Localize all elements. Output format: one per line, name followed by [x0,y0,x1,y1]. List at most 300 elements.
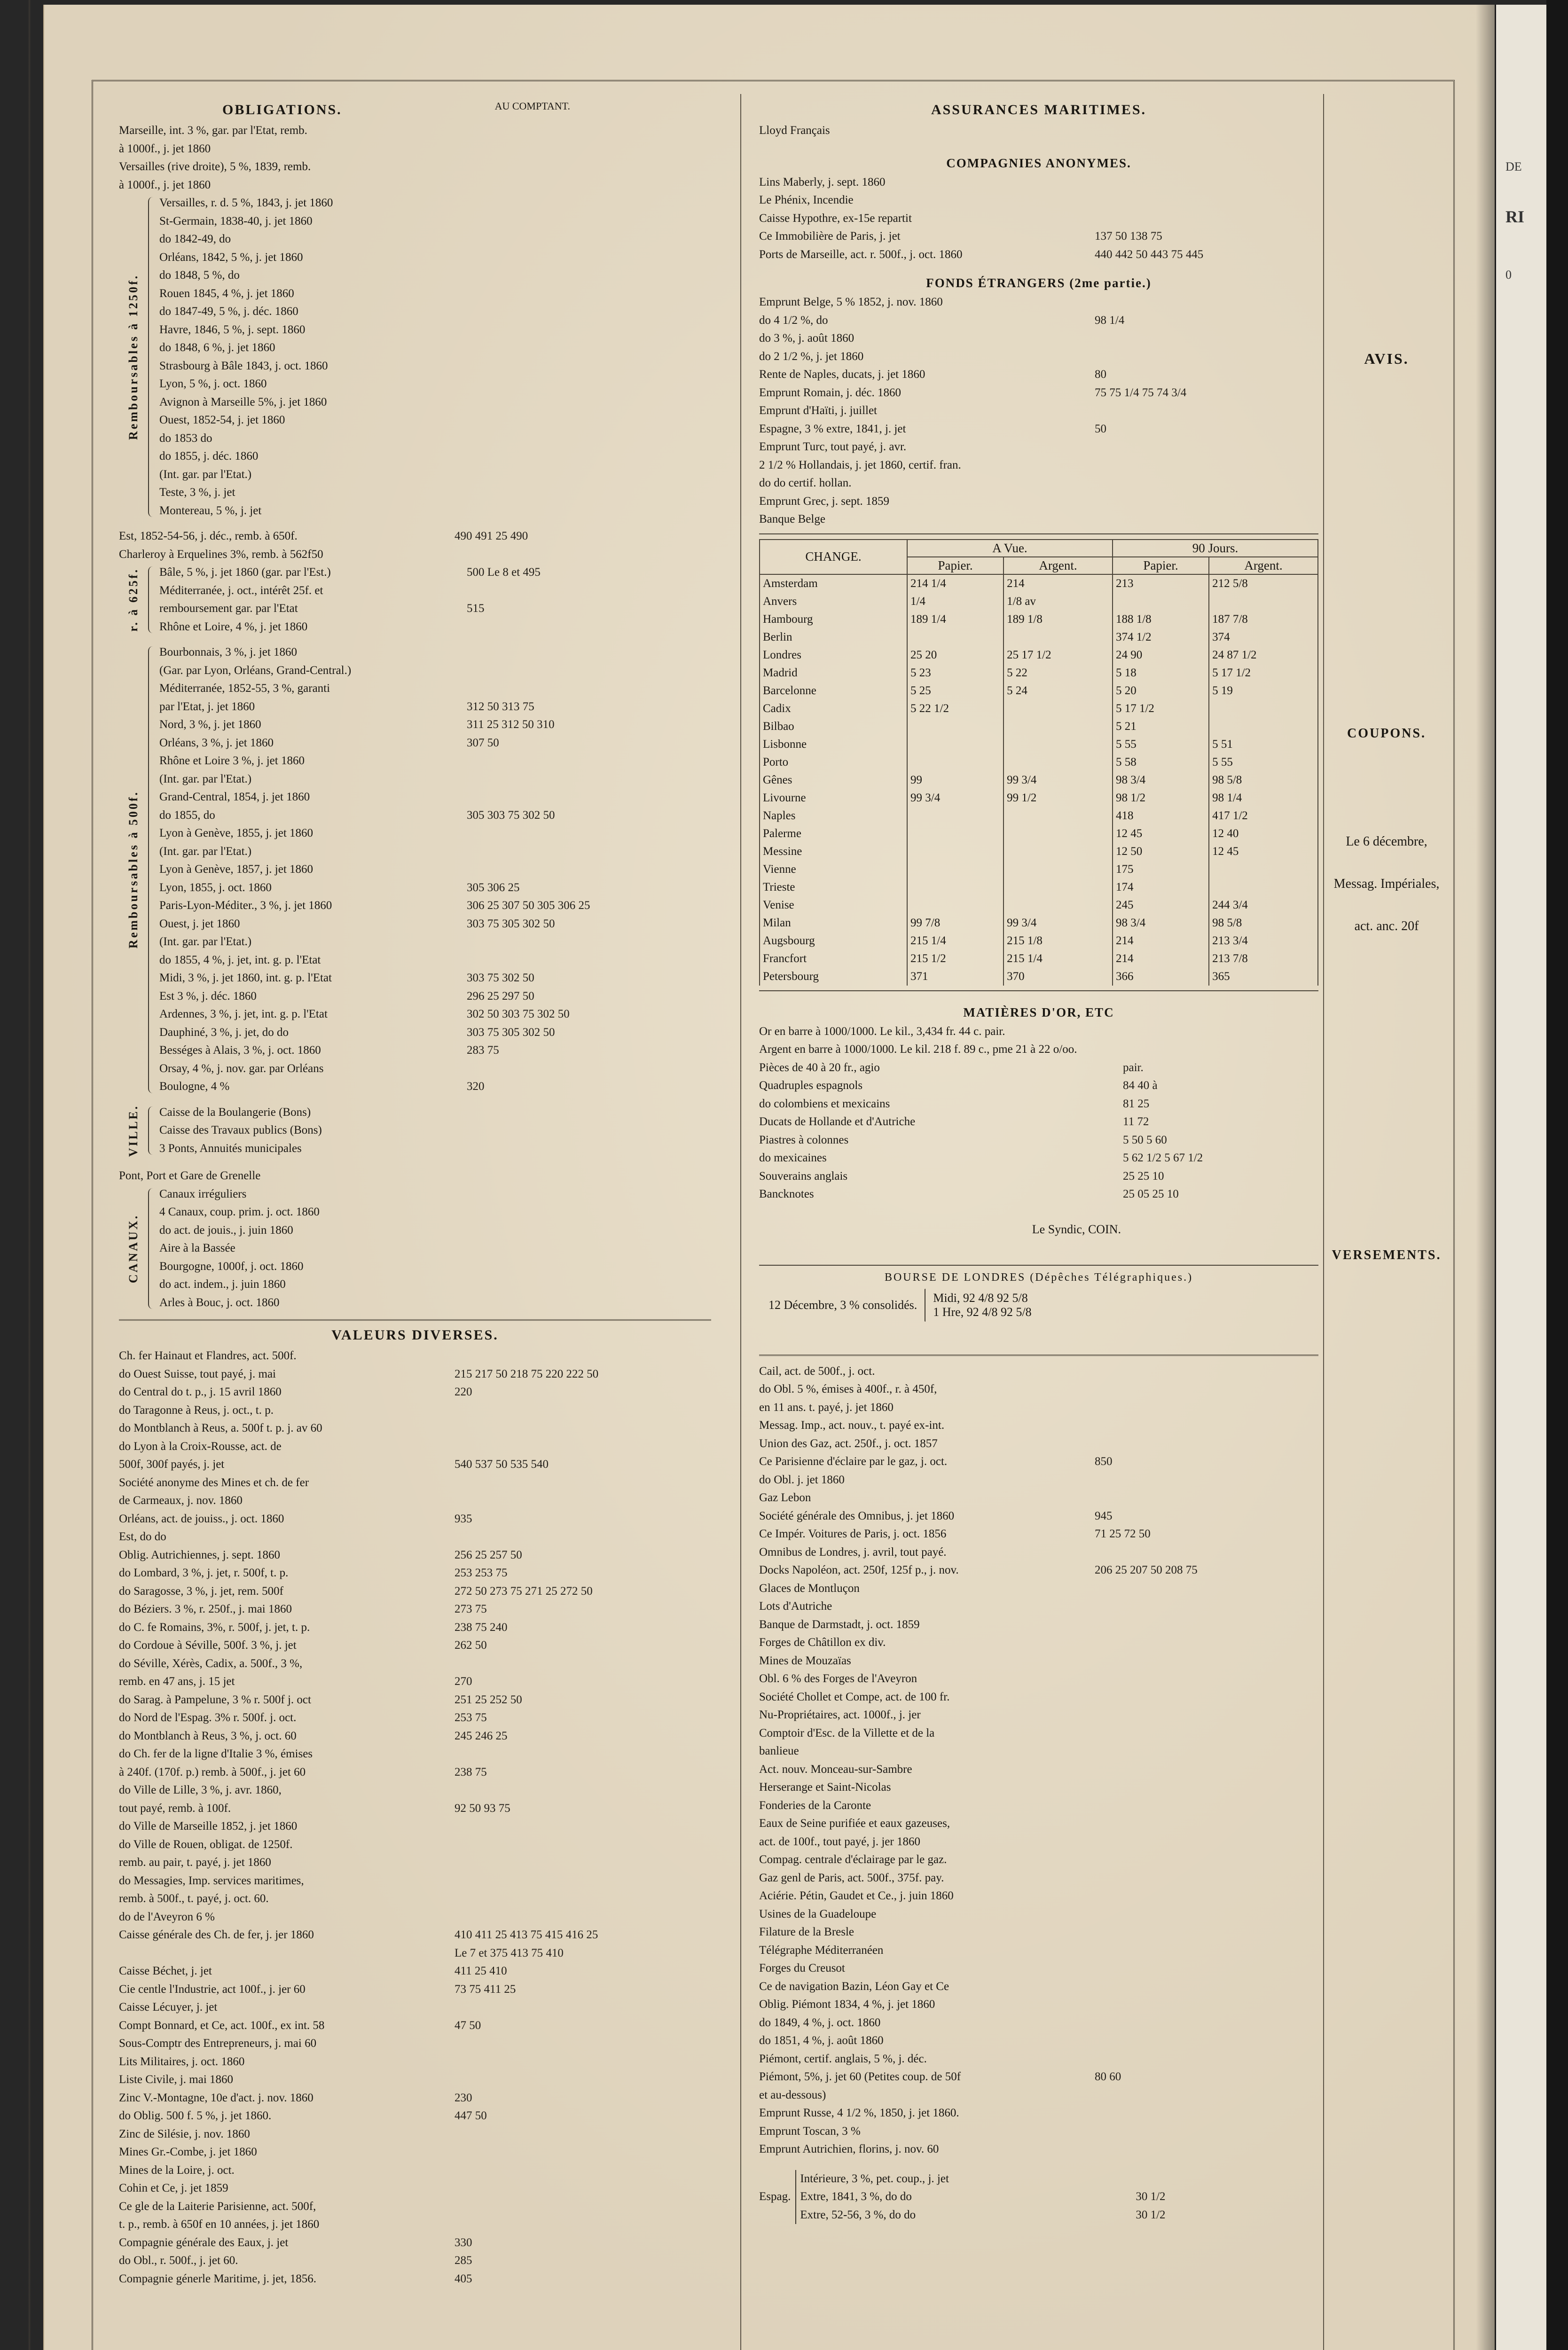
list-item [159,788,711,807]
list-item [119,2107,711,2125]
item-value [1088,1724,1318,1743]
table-cell-city: Bilbao [760,718,907,736]
item-label: Rente de Naples, ducats, j. jet 1860 [759,368,925,381]
table-cell-rate: 5 18 [1113,664,1209,682]
item-label: Caisse générale des Ch. de fer, j. jer 1860 [119,1928,314,1941]
table-cell-rate [1004,700,1113,718]
table-cell-rate [1004,628,1113,646]
list-item [159,249,711,267]
divers-list [759,1363,1318,2159]
item-value: 25 25 10 [1123,1169,1164,1183]
item-value [1088,1833,1318,1851]
item-value: 215 217 50 218 75 220 222 50 [455,1367,599,1380]
item-value: 283 75 [467,1044,499,1057]
list-item [119,2035,711,2053]
table-cell-rate [907,718,1004,736]
item-value [448,1492,711,1510]
item-value: 5 62 1/2 5 67 1/2 [1123,1152,1203,1164]
matieres-line-text: Or en barre à 1000/1000. Le kil., 3,434 fr. 44 c. pair. [759,1025,1005,1038]
item-value [460,194,711,212]
item-value: 238 75 240 [455,1621,508,1634]
item-value: 285 [455,2254,472,2267]
item-value [460,1258,711,1276]
table-cell-rate: 365 [1209,968,1318,986]
list-item [159,915,711,933]
item-value: 540 537 50 535 540 [455,1458,549,1471]
item-label: 2 1/2 % Hollandais, j. jet 1860, certif. fran. [759,458,961,471]
right-column [1328,96,1445,2350]
item-value [448,2179,711,2198]
table-cell-rate: 417 1/2 [1209,807,1318,825]
item-label: remb. à 500f., t. payé, j. oct. 60. [119,1892,269,1905]
item-label: do do certif. hollan. [759,477,852,489]
column-rule [740,94,741,2350]
list-item [159,1078,711,1096]
item-label: Intérieure, 3 %, pet. coup., j. jet [800,2172,949,2185]
table-cell-rate: 5 22 1/2 [907,700,1004,718]
table-cell-city: Vienne [760,861,907,878]
au-comptant-header: AU COMPTANT. [494,100,570,112]
change-title: CHANGE. [760,540,907,574]
table-row [760,789,1318,807]
item-label: Ch. fer Hainaut et Flandres, act. 500f. [119,1349,297,1362]
item-value [460,788,711,807]
list-item [759,510,1318,529]
item-value [460,1060,711,1078]
item-value [460,770,711,789]
table-cell-rate: 188 1/8 [1113,611,1209,628]
list-item [119,176,711,195]
list-item [159,484,711,502]
item-value [448,2216,711,2234]
item-value: 71 25 72 50 [1095,1528,1151,1540]
table-cell-rate: 374 1/2 [1113,628,1209,646]
left-column [119,96,711,2350]
item-label: Pièces de 40 à 20 fr., agio [759,1061,880,1074]
page-fold-shadow [1476,5,1495,2350]
item-label: Zinc V.-Montagne, 10e d'act. j. nov. 1860 [119,2091,314,2104]
list-item [119,1926,711,1944]
list-item [119,1998,711,2017]
item-label: act. de 100f., tout payé, j. jer 1860 [759,1835,920,1848]
change-table [759,539,1318,986]
list-item [159,212,711,231]
item-label: do Ouest Suisse, tout payé, j. mai [119,1367,276,1380]
item-value [1088,1706,1318,1724]
list-item [759,2086,1318,2105]
londres-midi: Midi, 92 4/8 92 5/8 [933,1291,1028,1305]
table-row [760,950,1318,968]
item-label: Docks Napoléon, act. 250f, 125f p., j. nov. [759,1564,959,1576]
table-cell-city: Barcelonne [760,682,907,700]
item-label: Emprunt Belge, 5 % 1852, j. nov. 1860 [759,296,943,308]
group-rows [159,643,711,1096]
list-item [759,1417,1318,1435]
list-item [119,2053,711,2071]
item-value: 30 1/2 [1136,2208,1166,2221]
item-value: 490 491 25 490 [455,530,528,542]
list-item [119,1800,711,1818]
item-value [448,1438,711,1456]
item-label: Emprunt Toscan, 3 % [759,2124,861,2138]
list-item [759,1887,1318,1905]
item-label: Est 3 %, j. déc. 1860 [159,989,257,1003]
table-row [760,611,1318,628]
table-cell-rate: 98 1/2 [1113,789,1209,807]
item-label: Union des Gaz, act. 250f., j. oct. 1857 [759,1437,938,1450]
group-brace [148,1188,156,1309]
list-item [759,1489,1318,1507]
item-label: Herserange et Saint-Nicolas [759,1781,891,1794]
item-value [460,861,711,879]
table-cell-city: Venise [760,896,907,914]
list-item [119,2017,711,2035]
item-value [1088,1869,1318,1888]
item-value [1088,2140,1318,2159]
item-value [460,430,711,448]
item-label: do Ville de Rouen, obligat. de 1250f. [119,1838,293,1851]
item-label: Bâle, 5 %, j. jet 1860 (gar. par l'Est.) [159,566,331,579]
list-item [159,1185,711,1204]
table-cell-rate: 366 [1113,968,1209,986]
item-label: Oblig. Piémont 1834, 4 %, j. jet 1860 [759,1998,935,2011]
item-value: 410 411 25 413 75 415 416 25 [455,1928,598,1941]
item-value [460,1222,711,1240]
section-divider [759,533,1318,534]
table-cell-rate [1209,700,1318,718]
table-row [760,825,1318,843]
item-label: Société anonyme des Mines et ch. de fer [119,1476,309,1489]
item-value [460,357,711,376]
list-item [759,1363,1318,1381]
list-item [759,227,1318,246]
argent-header: Argent. [1209,557,1318,574]
adjacent-fragment-ri: RI [1505,207,1525,226]
table-cell-city: Madrid [760,664,907,682]
group-side-text: VILLE. [126,1104,140,1157]
item-label: Lins Maberly, j. sept. 1860 [759,175,886,188]
item-value [448,1528,711,1546]
item-label: Bourbonnais, 3 %, j. jet 1860 [159,646,298,658]
list-item [759,1059,1318,1077]
item-label: (Gar. par Lyon, Orléans, Grand-Central.) [159,664,352,677]
londres-label: 12 Décembre, 3 % consolidés. [768,1298,917,1312]
table-cell-rate: 25 17 1/2 [1004,646,1113,664]
item-value [1088,1380,1318,1399]
item-label: do 1855, j. déc. 1860 [159,450,259,462]
item-value [448,140,711,158]
item-label: do Oblig. 500 f. 5 %, j. jet 1860. [119,2109,272,2122]
table-row [760,682,1318,700]
list-item [159,1121,711,1140]
item-value: 256 25 257 50 [455,1548,522,1561]
table-cell-rate: 371 [907,968,1004,986]
table-row [760,771,1318,789]
item-label: do Ch. fer de la ligne d'Italie 3 %, émises [119,1747,313,1760]
list-item [159,466,711,484]
list-item [159,1024,711,1042]
list-item [759,1580,1318,1598]
item-label: Messag. Imp., act. nouv., t. payé ex-int. [759,1419,945,1432]
bracketed-group [119,1185,711,1312]
table-row [760,646,1318,664]
list-item [119,140,711,158]
item-label: Nord, 3 %, j. jet 1860 [159,718,261,731]
list-item [759,493,1318,511]
table-cell-rate: 213 3/4 [1209,932,1318,950]
list-item [759,1507,1318,1526]
item-label: remb. en 47 ans, j. 15 jet [119,1675,235,1688]
item-label: Orléans, 3 %, j. jet 1860 [159,736,274,749]
item-value [448,1167,711,1185]
table-cell-rate [907,896,1004,914]
item-label: do Obl. 5 %, émises à 400f., r. à 450f, [759,1383,937,1395]
item-value [448,2035,711,2053]
item-label: Fonderies de la Caronte [759,1799,871,1812]
item-label: do Sarag. à Pampelune, 3 % r. 500f j. oct [119,1693,311,1706]
table-cell-rate: 25 20 [907,646,1004,664]
item-label: do 4 1/2 %, do [759,313,828,327]
item-label: t. p., remb. à 650f en 10 années, j. jet 1860 [119,2218,320,2231]
list-item [759,329,1318,348]
table-cell-rate [1004,896,1113,914]
item-label: (Int. gar. par l'Etat.) [159,772,252,785]
item-value [448,2053,711,2071]
list-item [119,1600,711,1619]
item-value: 306 25 307 50 305 306 25 [467,899,590,912]
item-label: do Ville de Lille, 3 %, j. avr. 1860, [119,1784,282,1796]
list-item [119,1546,711,1565]
item-label: Ports de Marseille, act. r. 500f., j. oct. 1860 [759,248,963,261]
list-item [119,1836,711,1854]
matieres-title: MATIÈRES D'OR, ETC [963,1005,1114,1019]
item-label: Piémont, certif. anglais, 5 %, j. déc. [759,2052,927,2065]
item-value: 220 [455,1386,472,1398]
group-side-label [119,194,148,520]
table-cell-rate [907,825,1004,843]
list-item [159,662,711,680]
item-value [460,618,711,636]
item-value [448,1745,711,1763]
item-label: Lyon à Genève, 1857, j. jet 1860 [159,863,314,876]
item-label: do Montblanch à Reus, a. 500f t. p. j. av 60 [119,1422,322,1434]
list-item [119,527,711,546]
list-item [159,303,711,321]
item-label: do 1842-49, do [159,233,231,245]
item-value [460,321,711,339]
item-label: Lyon, 5 %, j. oct. 1860 [159,377,267,390]
list-item [159,1140,711,1158]
table-cell-rate [907,753,1004,771]
item-value: 206 25 207 50 208 75 [1095,1564,1198,1576]
item-label: do Obl., r. 500f., j. jet 60. [119,2254,238,2267]
item-label: Cail, act. de 500f., j. oct. [759,1364,875,1378]
table-cell-rate: 12 50 [1113,843,1209,861]
table-cell-city: Augsbourg [760,932,907,950]
item-value [460,411,711,430]
table-cell-rate: 5 21 [1113,718,1209,736]
item-label: Dauphiné, 3 %, j. jet, do do [159,1026,289,1039]
item-label: Lots d'Autriche [759,1600,832,1613]
table-cell-rate [907,861,1004,878]
table-cell-rate: 244 3/4 [1209,896,1318,914]
item-value [1088,1616,1318,1634]
table-row [760,593,1318,611]
table-cell-rate: 189 1/8 [1004,611,1113,628]
middle-column [759,96,1318,2350]
item-label: Zinc de Silésie, j. nov. 1860 [119,2127,250,2140]
obligations-groups [119,194,711,520]
list-item [119,546,711,564]
table-cell-rate [1209,593,1318,611]
list-item [159,430,711,448]
item-value [1088,1670,1318,1688]
item-label: Charleroy à Erquelines 3%, remb. à 562f50 [119,548,323,561]
item-value [1088,1435,1318,1453]
list-item [119,1528,711,1546]
item-label: do 1848, 6 %, j. jet 1860 [159,341,275,354]
item-label: do C. fe Romains, 3%, r. 500f, j. jet, t. p. [119,1621,310,1634]
item-value [1088,2104,1318,2123]
item-value: 303 75 305 302 50 [467,917,555,930]
item-value [460,230,711,249]
item-value [460,266,711,285]
matieres-line-text: Argent en barre à 1000/1000. Le kil. 218 f. 89 c., pme 21 à 22 o/oo. [759,1043,1077,1056]
list-item [759,246,1318,264]
list-item [159,266,711,285]
list-item [119,1402,711,1420]
table-row [760,807,1318,825]
item-label: et au-dessous) [759,2088,826,2101]
item-label: 3 Ponts, Annuités municipales [159,1142,302,1155]
list-item [119,1944,711,1963]
item-label: Espagne, 3 % extre, 1841, j. jet [759,422,906,435]
table-cell-rate: 99 7/8 [907,914,1004,932]
item-label: Piastres à colonnes [759,1133,849,1146]
item-label: Aire à la Bassée [159,1242,235,1254]
list-item [119,1763,711,1782]
item-value: 25 05 25 10 [1123,1188,1179,1200]
avis-title: AVIS. [1364,350,1409,367]
item-label: Télégraphe Méditerranéen [759,1943,884,1957]
table-cell-rate: 214 [1113,932,1209,950]
item-label: Extre, 1841, 3 %, do do [800,2190,912,2203]
item-value [448,1817,711,1836]
item-label: do mexicaines [759,1152,827,1164]
item-label: (Int. gar. par l'Etat.) [159,468,252,481]
item-label: (Int. gar. par l'Etat.) [159,845,252,858]
list-item [159,600,711,618]
item-value: 305 303 75 302 50 [467,808,555,822]
item-label: Boulogne, 4 % [159,1080,230,1093]
syndic-signature: Le Syndic, COIN. [1032,1222,1121,1236]
list-item [119,2234,711,2252]
item-label: Orléans, act. de jouiss., j. oct. 1860 [119,1512,284,1525]
list-item [759,2140,1318,2159]
table-cell-rate: 5 17 1/2 [1113,700,1209,718]
item-label: Act. nouv. Monceau-sur-Sambre [759,1762,912,1776]
table-cell-rate [907,736,1004,753]
list-item [119,1745,711,1763]
item-label: Strasbourg à Bâle 1843, j. oct. 1860 [159,359,328,372]
table-cell-city: Petersbourg [760,968,907,986]
item-value [1088,1399,1318,1417]
table-cell-rate: 24 87 1/2 [1209,646,1318,664]
item-label: do Montblanch à Reus, 3 %, j. oct. 60 [119,1729,297,1742]
list-item [159,969,711,987]
item-label: do Séville, Xérès, Cadix, a. 500f., 3 %, [119,1657,303,1670]
table-cell-city: Anvers [760,593,907,611]
item-label: remb. au pair, t. payé, j. jet 1860 [119,1856,271,1869]
table-cell-rate: 99 3/4 [1004,771,1113,789]
list-item [759,1380,1318,1399]
item-label: Gaz genl de Paris, act. 500f., 375f. pay. [759,1871,944,1884]
list-item [119,1854,711,1872]
coupons-title: COUPONS. [1347,726,1426,741]
papier-header: Papier. [907,557,1004,574]
table-cell-rate [907,843,1004,861]
item-value [448,2125,711,2144]
table-cell-rate: 24 90 [1113,646,1209,664]
list-item [119,1619,711,1637]
list-item [759,1869,1318,1888]
list-item [159,411,711,430]
espagne-block [759,2170,1318,2225]
list-item [159,752,711,770]
list-item [759,1113,1318,1131]
item-value [460,1276,711,1294]
item-value [460,339,711,357]
item-value: 81 25 [1123,1097,1150,1110]
list-item [119,2270,711,2288]
item-value [1088,191,1318,210]
item-value: 11 72 [1123,1115,1149,1128]
table-cell-rate [1004,878,1113,896]
item-label: Ce Immobilière de Paris, j. jet [759,230,901,243]
bracketed-group [119,643,711,1096]
item-value [448,1908,711,1927]
list-item [759,1561,1318,1580]
table-cell-city: Amsterdam [760,574,907,593]
item-label: Mines de Mouzaïas [759,1654,851,1667]
list-item [119,1709,711,1727]
coupons-line: Messag. Impériales, [1333,877,1440,891]
item-label: St-Germain, 1838-40, j. jet 1860 [159,214,313,227]
list-item [759,2014,1318,2032]
section-divider [759,1265,1318,1266]
canaux-group [119,1185,711,1312]
list-item [159,843,711,861]
table-cell-rate [1004,825,1113,843]
item-value: 84 40 à [1123,1079,1158,1092]
table-cell-rate: 187 7/8 [1209,611,1318,628]
item-label: Gaz Lebon [759,1491,811,1504]
item-label: Canaux irréguliers [159,1187,247,1200]
table-cell-rate: 5 58 [1113,753,1209,771]
table-cell-city: Naples [760,807,907,825]
table-cell-rate: 5 17 1/2 [1209,664,1318,682]
item-value [1088,1761,1318,1779]
table-cell-rate [1004,843,1113,861]
item-value: 253 253 75 [455,1567,508,1579]
binding-strip [1546,0,1568,2350]
item-value [460,643,711,662]
item-label: tout payé, remb. à 100f. [119,1802,231,1815]
table-cell-rate: 214 [1004,574,1113,593]
item-value [460,824,711,843]
item-label: Grand-Central, 1854, j. jet 1860 [159,791,310,803]
item-label: à 1000f., j. jet 1860 [119,178,211,191]
